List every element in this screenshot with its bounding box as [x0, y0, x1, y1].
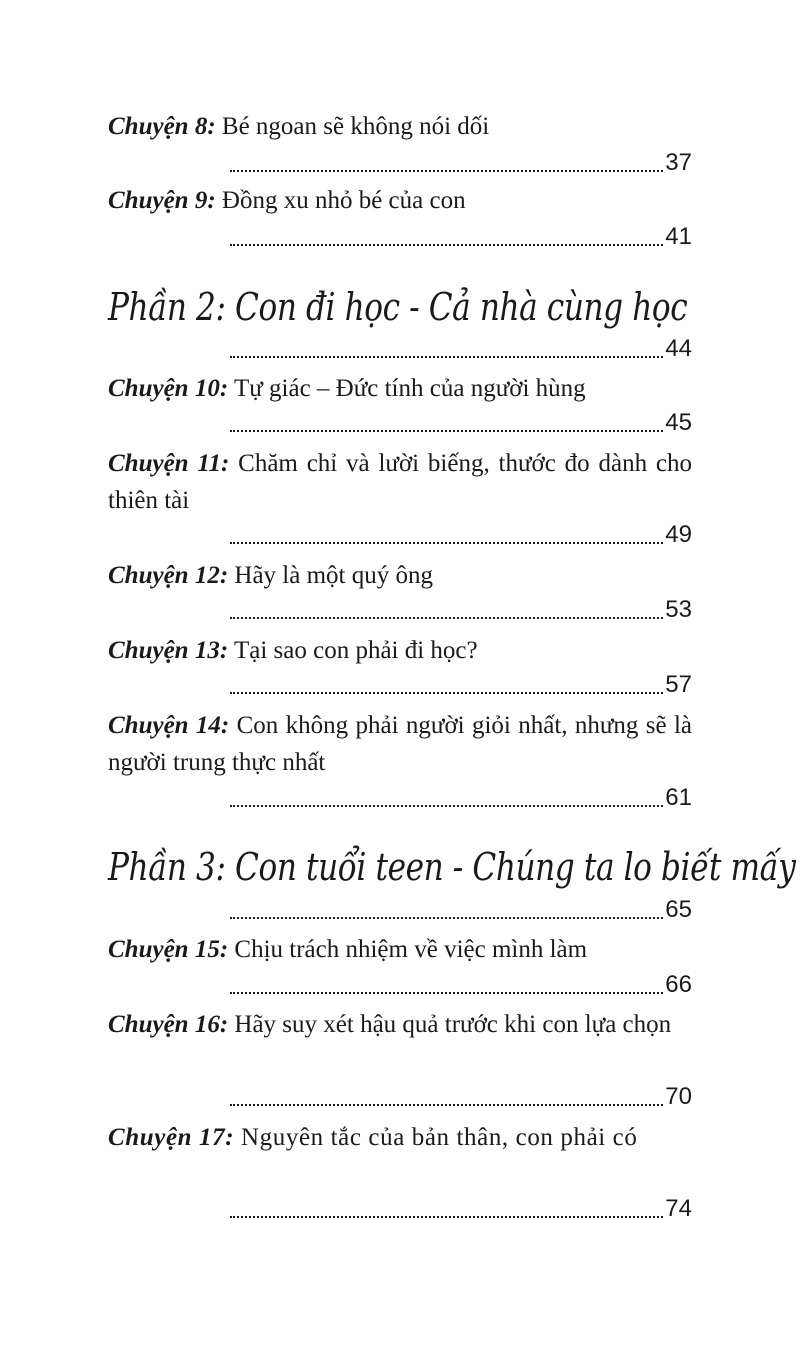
- toc-leader-row: [230, 1082, 692, 1112]
- dot-leader: [230, 917, 663, 919]
- section-heading: Phần 3: Con tuổi teen - Chúng ta lo biết mấy: [108, 845, 796, 889]
- story-label: Chuyện 13:: [108, 637, 229, 664]
- dot-leader: [230, 244, 663, 246]
- story-label: Chuyện 15:: [108, 936, 229, 963]
- toc-leader-row: [230, 595, 692, 625]
- story-label: Chuyện 12:: [108, 562, 229, 589]
- dot-leader: [230, 356, 663, 358]
- dot-leader: [230, 805, 663, 807]
- toc-leader-row: [230, 222, 692, 252]
- toc-entry-title: [108, 1006, 692, 1043]
- toc-leader-row: [230, 970, 692, 1000]
- page-number: 74: [665, 1195, 692, 1222]
- toc-leader-row: [230, 334, 692, 364]
- toc-entry-title: [108, 557, 692, 594]
- page-number: 65: [665, 896, 692, 923]
- page-number: 53: [665, 596, 692, 623]
- story-title: Chăm chỉ và lười biếng, thước đo dành cho thiên tài: [108, 450, 692, 514]
- toc-entry-title: [108, 445, 692, 519]
- story-title: Bé ngoan sẽ không nói dối: [215, 113, 490, 140]
- page-number: 49: [665, 521, 692, 548]
- dot-leader: [230, 617, 663, 619]
- story-title: Hãy là một quý ông: [228, 562, 433, 589]
- story-title: Chịu trách nhiệm về việc mình làm: [228, 936, 588, 963]
- toc-leader-row: [230, 895, 692, 925]
- toc-entry-title: [108, 1119, 692, 1156]
- toc-leader-row: [230, 670, 692, 700]
- page-number: 41: [665, 223, 692, 250]
- page-number: 70: [665, 1083, 692, 1110]
- dot-leader: [230, 1216, 663, 1218]
- section-heading: Phần 2: Con đi học - Cả nhà cùng học: [108, 285, 688, 329]
- story-label: Chuyện 16:: [108, 1011, 229, 1038]
- dot-leader: [230, 542, 663, 544]
- story-title: Nguyên tắc của bản thân, con phải có: [234, 1124, 638, 1151]
- story-label: Chuyện 11:: [108, 450, 230, 477]
- dot-leader: [230, 430, 663, 432]
- story-title: Tự giác – Đức tính của người hùng: [228, 375, 586, 402]
- dot-leader: [230, 692, 663, 694]
- toc-entry-title: [108, 108, 692, 145]
- toc-entry-title: [108, 931, 692, 968]
- page-number: 44: [665, 335, 692, 362]
- page-number: 66: [665, 971, 692, 998]
- story-title: Hãy suy xét hậu quả trước khi con lựa chọn: [228, 1011, 672, 1038]
- toc-leader-row: [230, 520, 692, 550]
- toc-entry-title: [108, 182, 692, 219]
- page-number: 37: [665, 149, 692, 176]
- page-number: 57: [665, 671, 692, 698]
- toc-leader-row: [230, 783, 692, 813]
- story-label: Chuyện 17:: [108, 1124, 235, 1151]
- toc-entry-title: [108, 632, 692, 669]
- dot-leader: [230, 1104, 663, 1106]
- story-label: Chuyện 14:: [108, 712, 230, 739]
- dot-leader: [230, 170, 663, 172]
- story-title: Đồng xu nhỏ bé của con: [215, 187, 466, 214]
- story-label: Chuyện 10:: [108, 375, 229, 402]
- toc-leader-row: [230, 408, 692, 438]
- story-title: Tại sao con phải đi học?: [228, 637, 478, 664]
- toc-leader-row: [230, 1194, 692, 1224]
- story-label: Chuyện 8:: [108, 113, 216, 140]
- toc-entry-title: [108, 707, 692, 781]
- page-number: 61: [665, 784, 692, 811]
- story-label: Chuyện 9:: [108, 187, 216, 214]
- page-number: 45: [665, 409, 692, 436]
- toc-leader-row: [230, 148, 692, 178]
- toc-entry-title: [108, 370, 692, 407]
- story-title: Con không phải người giỏi nhất, nhưng sẽ là người trung thực nhất: [108, 712, 692, 776]
- dot-leader: [230, 992, 663, 994]
